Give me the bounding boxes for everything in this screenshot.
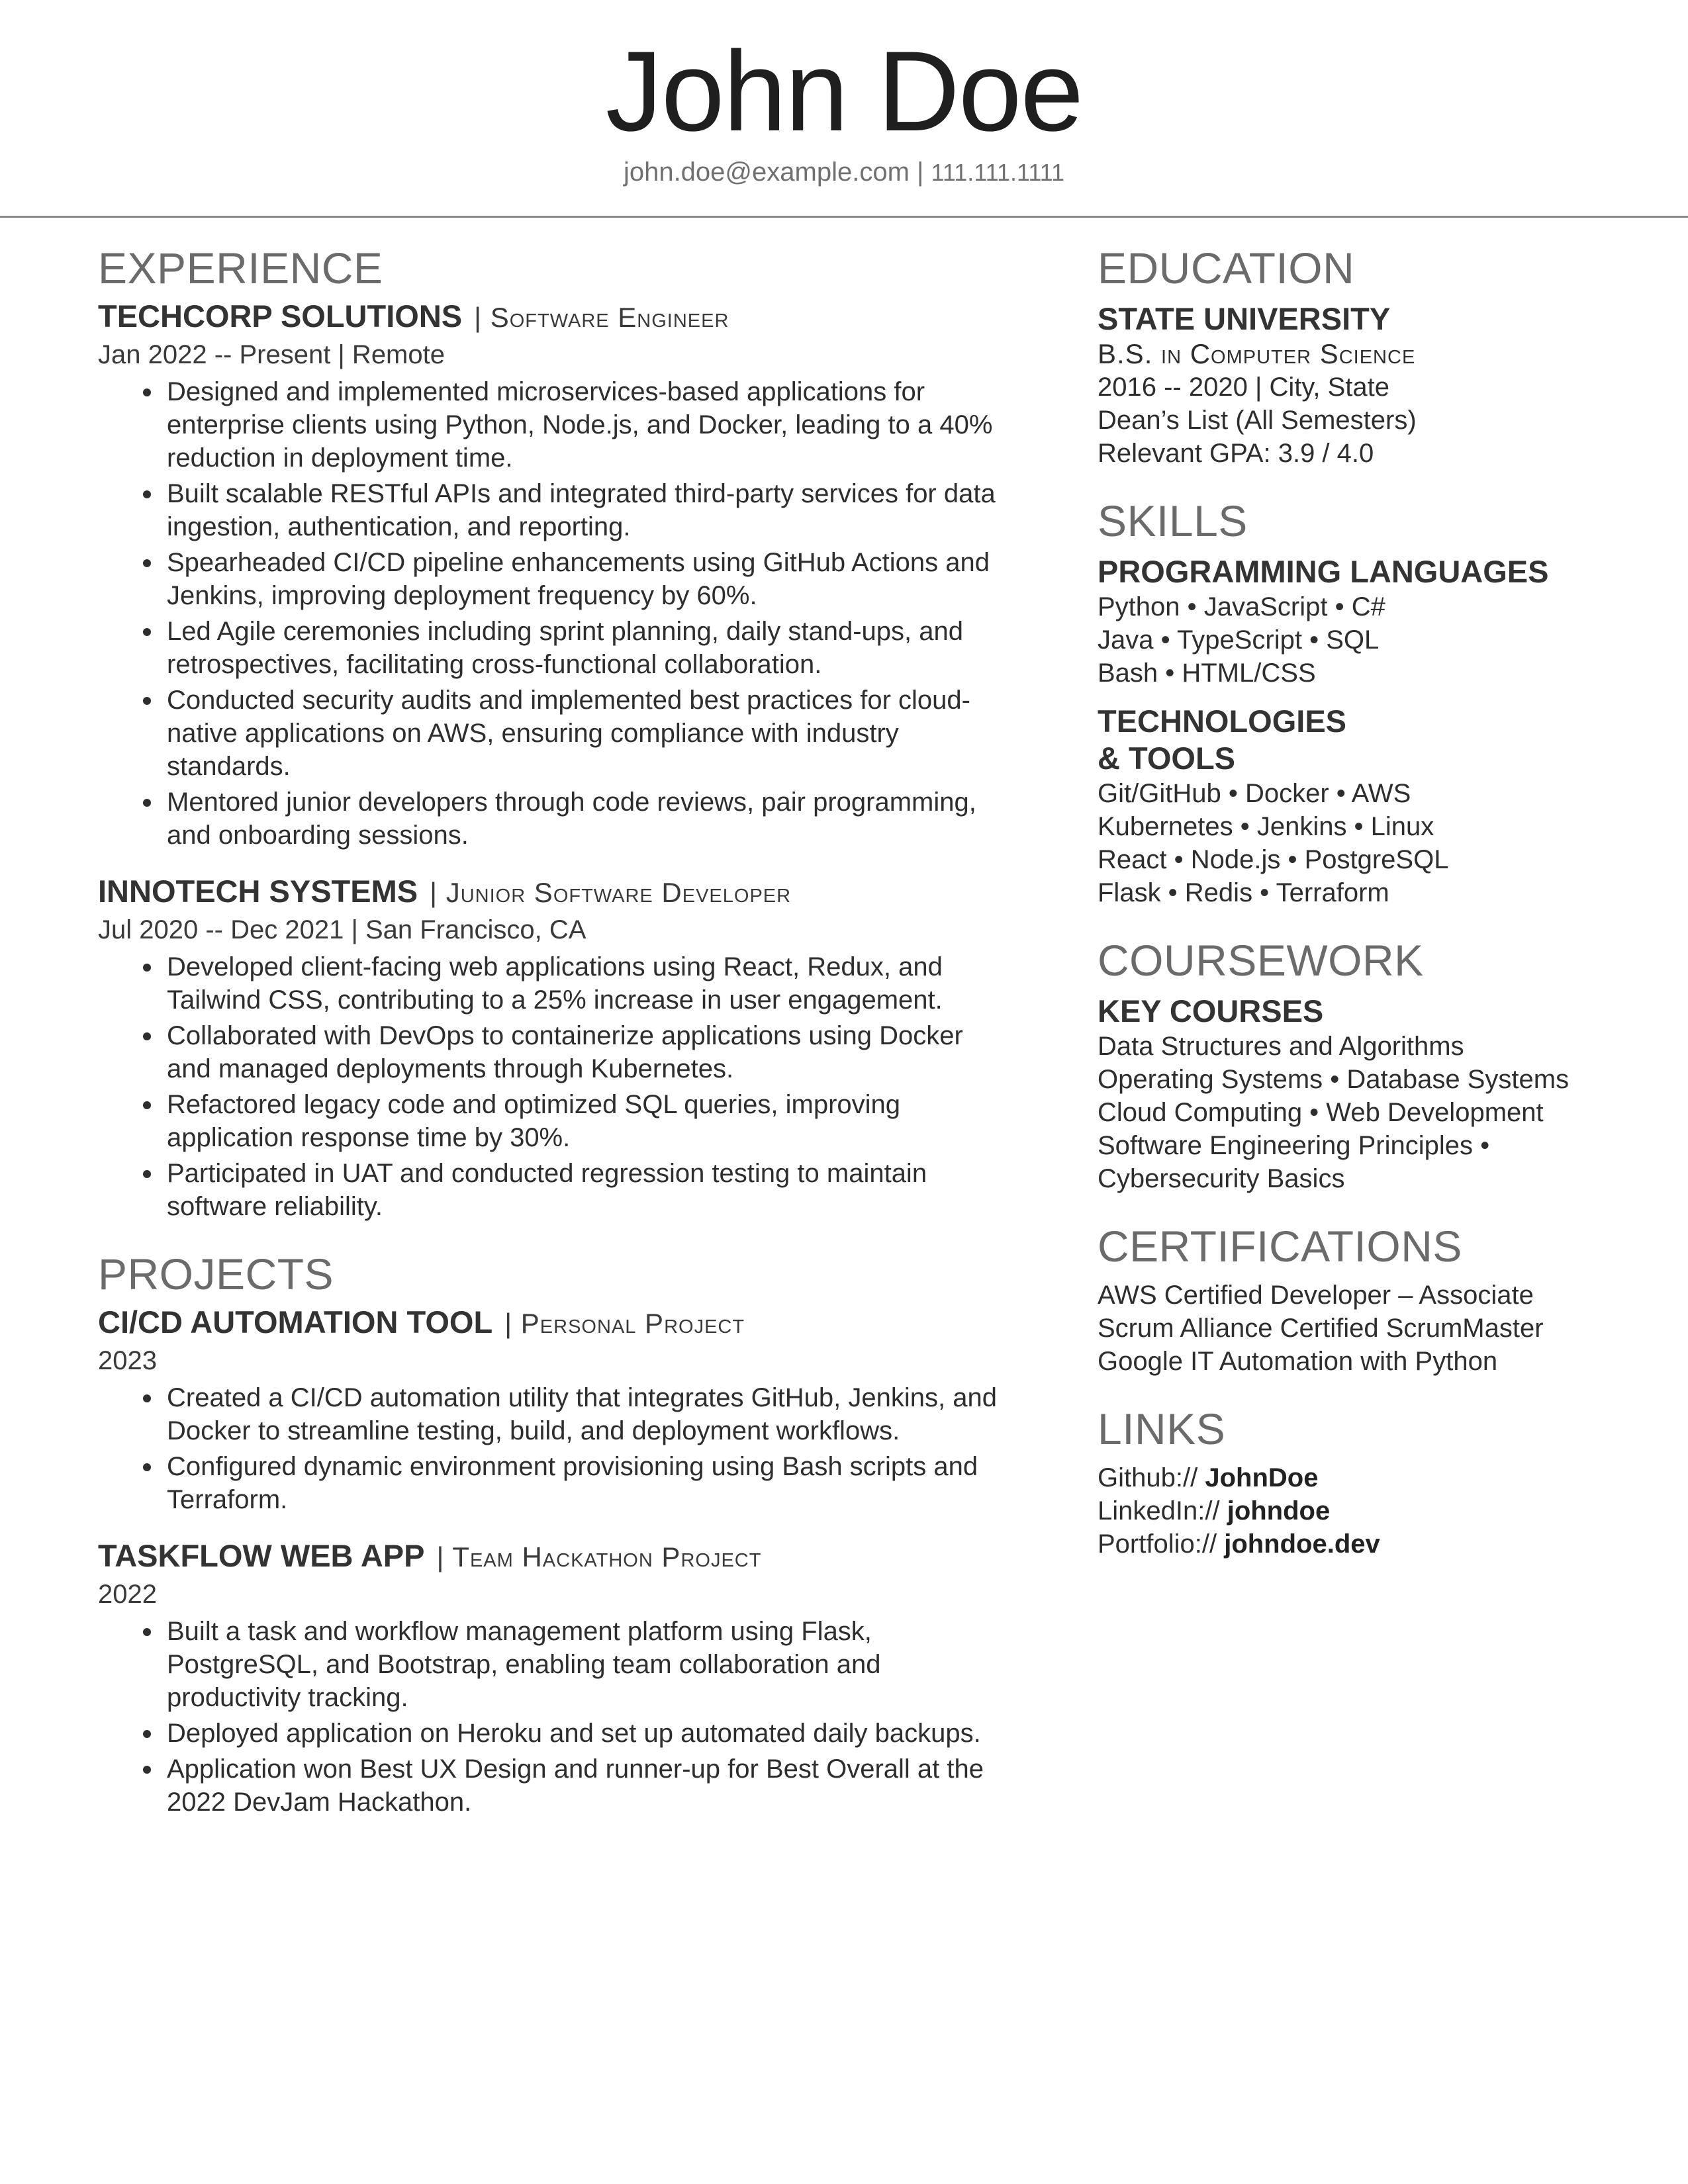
entry-dates: Jan 2022 -- Present | Remote: [98, 340, 445, 369]
section-title: EDUCATION: [1098, 244, 1355, 293]
bullet-item: Built scalable RESTful APIs and integrated third-party services for data ingestion, authentication, and reporting.: [167, 477, 1005, 543]
job-title: | Junior Software Developer: [430, 877, 792, 908]
bullet-list: [98, 375, 1005, 852]
bullet-item: Collaborated with DevOps to containerize applications using Docker and managed deployments through Kubernetes.: [167, 1019, 1005, 1085]
entry-dates: 2023: [98, 1346, 157, 1375]
entry-dates: Jul 2020 -- Dec 2021 | San Francisco, CA: [98, 915, 586, 944]
project-type: | Team Hackathon Project: [436, 1541, 762, 1572]
right-column: [1098, 246, 1667, 1590]
section-title: COURSEWORK: [1098, 936, 1424, 985]
education-section: [1098, 246, 1667, 470]
skill-line: React • Node.js • PostgreSQL: [1098, 845, 1449, 874]
company-name: INNOTECH SYSTEMS: [98, 874, 418, 909]
github-link[interactable]: JohnDoe: [1205, 1463, 1319, 1492]
certification-item: Google IT Automation with Python: [1098, 1347, 1498, 1376]
email-link[interactable]: john.doe@example.com: [623, 158, 910, 187]
bullet-list: [98, 1381, 1005, 1516]
experience-entry: [98, 300, 1005, 852]
linkedin-link-row: [1098, 1494, 1667, 1527]
candidate-name: John Doe: [605, 28, 1083, 155]
bullet-item: Configured dynamic environment provisioning using Bash scripts and Terraform.: [167, 1450, 1005, 1516]
link-prefix: Portfolio://: [1098, 1529, 1217, 1559]
skill-line: Flask • Redis • Terraform: [1098, 878, 1389, 907]
entry-heading: [98, 1540, 1005, 1571]
subsection-title: TECHNOLOGIES: [1098, 704, 1347, 739]
bullet-item: Built a task and workflow management platform using Flask, PostgreSQL, and Bootstrap, enabling team collaboration and productivity tracking.: [167, 1615, 1005, 1714]
section-title: SKILLS: [1098, 496, 1248, 545]
bullet-item: Mentored junior developers through code reviews, pair programming, and onboarding sessions.: [167, 786, 1005, 852]
bullet-item: Participated in UAT and conducted regression testing to maintain software reliability.: [167, 1157, 1005, 1223]
course-line: Operating Systems • Database Systems: [1098, 1065, 1570, 1094]
experience-section: [98, 246, 1005, 1223]
bullet-item: Conducted security audits and implemented best practices for cloud-native applications on AWS, ensuring compliance with industry standards.: [167, 684, 1005, 783]
education-dates: 2016 -- 2020 | City, State: [1098, 373, 1389, 402]
skill-line: Python • JavaScript • C#: [1098, 592, 1385, 621]
project-name: CI/CD AUTOMATION TOOL: [98, 1304, 493, 1340]
link-prefix: LinkedIn://: [1098, 1496, 1220, 1525]
project-name: TASKFLOW WEB APP: [98, 1538, 425, 1573]
bullet-item: Deployed application on Heroku and set up automated daily backups.: [167, 1717, 1005, 1750]
section-title: PROJECTS: [98, 1250, 334, 1298]
skills-section: [1098, 496, 1667, 909]
bullet-list: [98, 1615, 1005, 1819]
header-divider: [0, 216, 1688, 218]
subsection-title-cont: & TOOLS: [1098, 741, 1236, 776]
bullet-item: Led Agile ceremonies including sprint planning, daily stand-ups, and retrospectives, facilitating cross-functional collaboration.: [167, 615, 1005, 681]
section-title: CERTIFICATIONS: [1098, 1222, 1462, 1271]
linkedin-link[interactable]: johndoe: [1227, 1496, 1331, 1525]
subsection-title: PROGRAMMING LANGUAGES: [1098, 554, 1549, 589]
honors: Dean’s List (All Semesters): [1098, 406, 1417, 435]
projects-section: [98, 1252, 1005, 1819]
course-line: Cybersecurity Basics: [1098, 1164, 1345, 1193]
certifications-section: [1098, 1224, 1667, 1378]
certification-item: AWS Certified Developer – Associate: [1098, 1281, 1534, 1310]
project-type: | Personal Project: [504, 1308, 745, 1339]
skill-line: Bash • HTML/CSS: [1098, 659, 1316, 688]
course-line: Cloud Computing • Web Development: [1098, 1098, 1544, 1127]
degree: B.S. in Computer Science: [1098, 338, 1416, 369]
school-name: STATE UNIVERSITY: [1098, 301, 1391, 336]
links-section: [1098, 1404, 1667, 1561]
bullet-item: Created a CI/CD automation utility that integrates GitHub, Jenkins, and Docker to streamline testing, build, and deployment workflows.: [167, 1381, 1005, 1447]
contact-separator: |: [917, 158, 924, 187]
github-link-row: [1098, 1461, 1667, 1494]
certification-item: Scrum Alliance Certified ScrumMaster: [1098, 1314, 1544, 1343]
link-prefix: Github://: [1098, 1463, 1198, 1492]
entry-heading: [98, 876, 1005, 907]
contact-line: [0, 159, 1688, 185]
section-title: EXPERIENCE: [98, 244, 383, 293]
bullet-item: Designed and implemented microservices-based applications for enterprise clients using Python, Node.js, and Docker, leading to a 40% reduction in deployment time.: [167, 375, 1005, 475]
bullet-item: Developed client-facing web applications using React, Redux, and Tailwind CSS, contributing to a 25% increase in user engagement.: [167, 950, 1005, 1017]
section-title: LINKS: [1098, 1404, 1226, 1453]
bullet-item: Spearheaded CI/CD pipeline enhancements using GitHub Actions and Jenkins, improving deployment frequency by 60%.: [167, 546, 1005, 612]
phone-number: 111.111.1111: [931, 159, 1065, 186]
portfolio-link-row: [1098, 1527, 1667, 1561]
left-column: [98, 246, 1005, 1848]
bullet-item: Refactored legacy code and optimized SQL queries, improving application response time by 30%.: [167, 1088, 1005, 1154]
course-line: Software Engineering Principles •: [1098, 1131, 1490, 1160]
company-name: TECHCORP SOLUTIONS: [98, 298, 463, 334]
skill-line: Java • TypeScript • SQL: [1098, 625, 1380, 655]
course-line: Data Structures and Algorithms: [1098, 1032, 1464, 1061]
languages-group: [1098, 553, 1667, 690]
bullet-item: Application won Best UX Design and runner-up for Best Overall at the 2022 DevJam Hackathon.: [167, 1752, 1005, 1819]
job-title: | Software Engineer: [474, 302, 729, 333]
entry-dates: 2022: [98, 1580, 157, 1609]
coursework-section: [1098, 938, 1667, 1195]
portfolio-link[interactable]: johndoe.dev: [1224, 1529, 1380, 1559]
skill-line: Kubernetes • Jenkins • Linux: [1098, 812, 1434, 841]
gpa: Relevant GPA: 3.9 / 4.0: [1098, 439, 1374, 468]
entry-heading: [98, 300, 1005, 332]
project-entry: [98, 1306, 1005, 1516]
project-entry: [98, 1540, 1005, 1819]
entry-heading: [98, 1306, 1005, 1338]
tools-group: [1098, 703, 1667, 909]
subsection-title: KEY COURSES: [1098, 993, 1324, 1028]
skill-line: Git/GitHub • Docker • AWS: [1098, 779, 1411, 808]
experience-entry: [98, 876, 1005, 1223]
bullet-list: [98, 950, 1005, 1223]
